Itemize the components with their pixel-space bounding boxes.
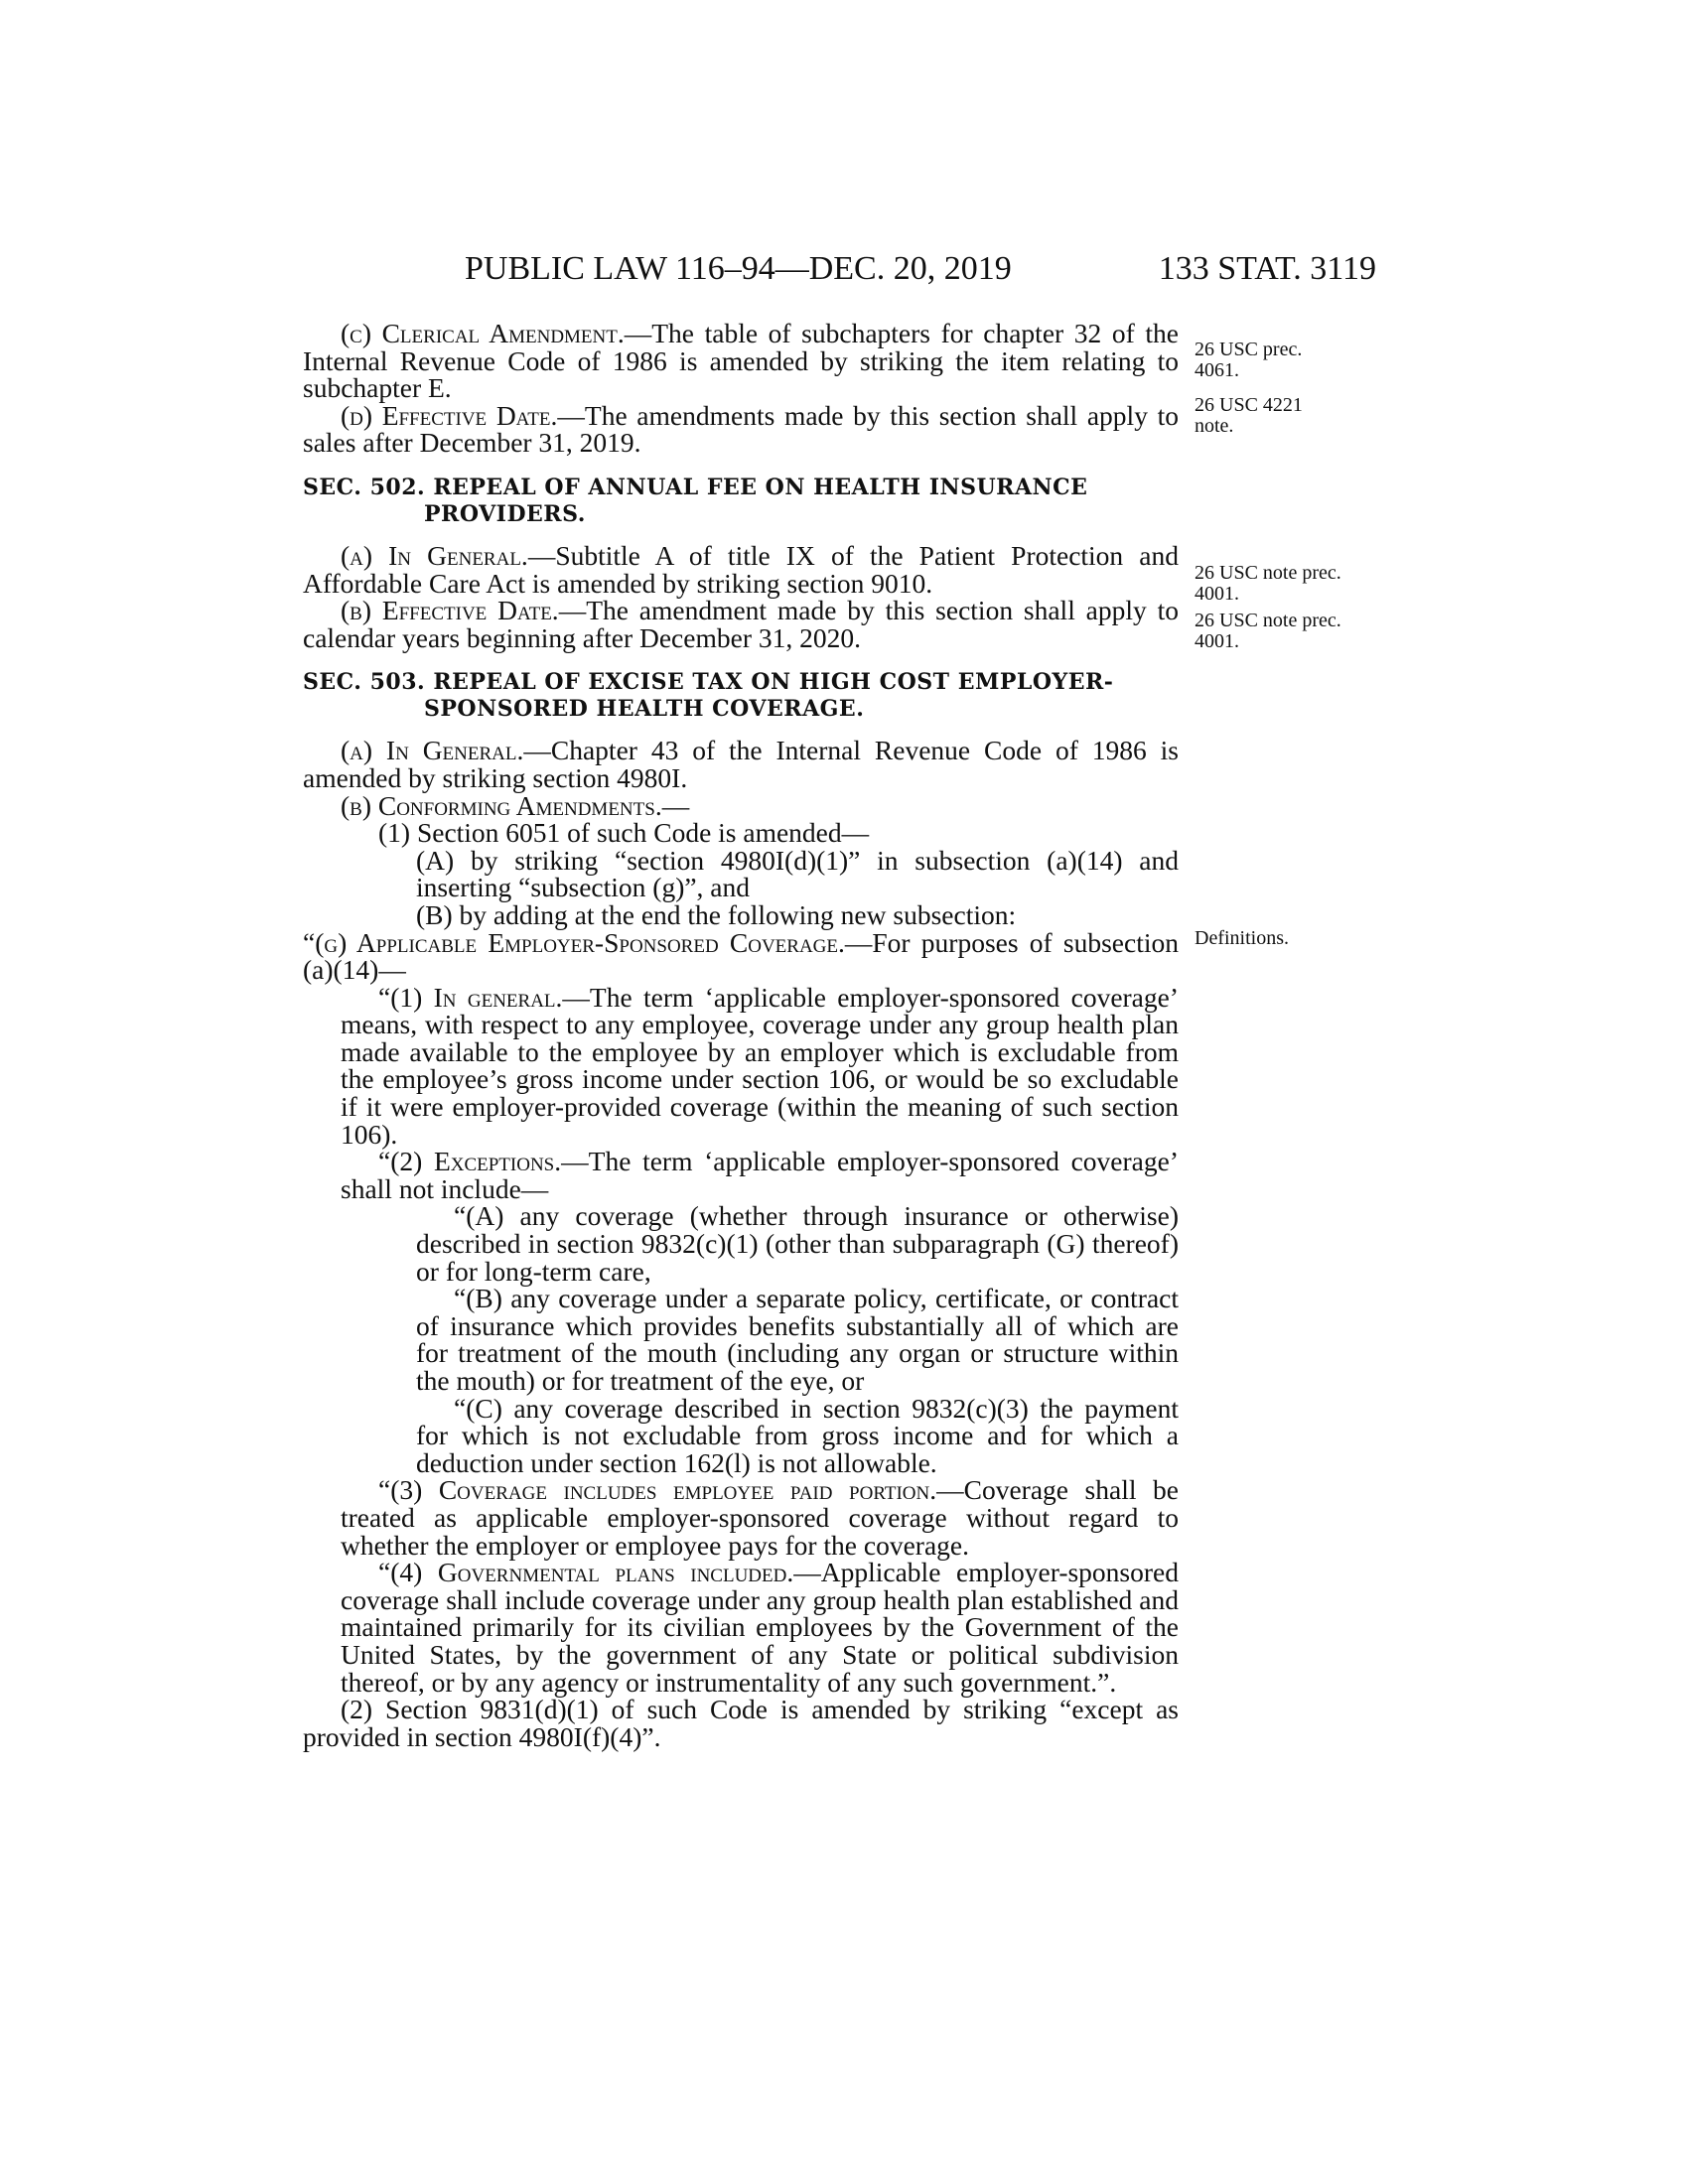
paragraph-502b: (b) Effective Date.—The amendment made by this section shall apply to calendar years beginning after December 31, 2020. [303, 595, 1179, 653]
margin-note: 26 USC 4221 note. [1195, 394, 1303, 437]
paragraph-g4: “(4) Governmental plans included.—Applicable employer-sponsored coverage shall include coverage under any group health plan established and maintained primarily for its civilian employees by the Government of the United States, by the government of any State or political subdivision thereof, or by any agency or instrumentality of any such government.”. [341, 1557, 1179, 1698]
document-body [303, 320, 1179, 1750]
paragraph-d: (d) Effective Date.—The amendments made by this section shall apply to sales after December 31, 2019. [303, 399, 1179, 459]
margin-note: 26 USC prec. 4061. [1195, 339, 1303, 381]
paragraph-503b-2: (2) Section 9831(d)(1) of such Code is amended by striking “except as provided in section 4980I(f)(4)”. [303, 1694, 1179, 1752]
paragraph-g3: “(3) Coverage includes employee paid portion.—Coverage shall be treated as applicable employer-sponsored coverage without regard to whether the employer or employee pays for the coverage. [341, 1474, 1179, 1561]
paragraph-g2: “(2) Exceptions.—The term ‘applicable employer-sponsored coverage’ shall not include— [341, 1146, 1179, 1204]
paragraph-503a: (a) In General.—Chapter 43 of the Internal Revenue Code of 1986 is amended by striking section 4980I. [303, 735, 1179, 793]
paragraph-g2B: “(B) any coverage under a separate policy, certificate, or contract of insurance which provides benefits substantially all of which are for treatment of the mouth (including any organ or structure within the mouth) or for treatment of the eye, or [416, 1283, 1179, 1396]
paragraph-503b-1: (1) Section 6051 of such Code is amended— [378, 817, 870, 849]
margin-note: 26 USC note prec. 4001. [1195, 562, 1341, 605]
section-heading-502: SEC. 502. REPEAL OF ANNUAL FEE ON HEALTH INSURANCE PROVIDERS. [303, 474, 1088, 527]
margin-note: 26 USC note prec. 4001. [1195, 610, 1341, 652]
paragraph-g2A: “(A) any coverage (whether through insurance or otherwise) described in section 9832(c)(1) (other than subparagraph (G) thereof) or for long-term care, [416, 1200, 1179, 1287]
paragraph-c: (c) Clerical Amendment.—The table of subchapters for chapter 32 of the Internal Revenue Code of 1986 is amended by striking the item relating to subchapter E. [303, 318, 1179, 404]
paragraph-g: “(g) Applicable Employer-Sponsored Coverage.—For purposes of subsection (a)(14)— [303, 926, 1179, 986]
paragraph-g2C: “(C) any coverage described in section 9832(c)(3) the payment for which is not excludable from gross income and for which a deduction under section 162(l) is not allowable. [416, 1392, 1179, 1478]
margin-note: Definitions. [1195, 927, 1289, 949]
paragraph-g1: “(1) In general.—The term ‘applicable employer-sponsored coverage’ means, with respect to any employee, coverage under any group health plan made available to the employee by an employer which is excludable from the employee’s gross income under section 106, or would be so excludable if it were employer-provided coverage (within the meaning of such section 106). [341, 981, 1179, 1150]
paragraph-503b: (b) Conforming Amendments.— [341, 789, 690, 821]
page-header [298, 250, 1390, 300]
header-title: PUBLIC LAW 116–94—DEC. 20, 2019 [465, 250, 1012, 287]
section-heading-503: SEC. 503. REPEAL OF EXCISE TAX ON HIGH COST EMPLOYER-SPONSORED HEALTH COVERAGE. [303, 669, 1114, 723]
paragraph-502a: (a) In General.—Subtitle A of title IX of the Patient Protection and Affordable Care Act is amended by striking section 9010. [303, 539, 1179, 599]
paragraph-503b-1A: (A) by striking “section 4980I(d)(1)” in subsection (a)(14) and inserting “subsection (g)”, and [416, 844, 1179, 903]
header-page-number: 133 STAT. 3119 [1158, 250, 1376, 287]
paragraph-503b-1B: (B) by adding at the end the following new subsection: [416, 898, 1017, 930]
